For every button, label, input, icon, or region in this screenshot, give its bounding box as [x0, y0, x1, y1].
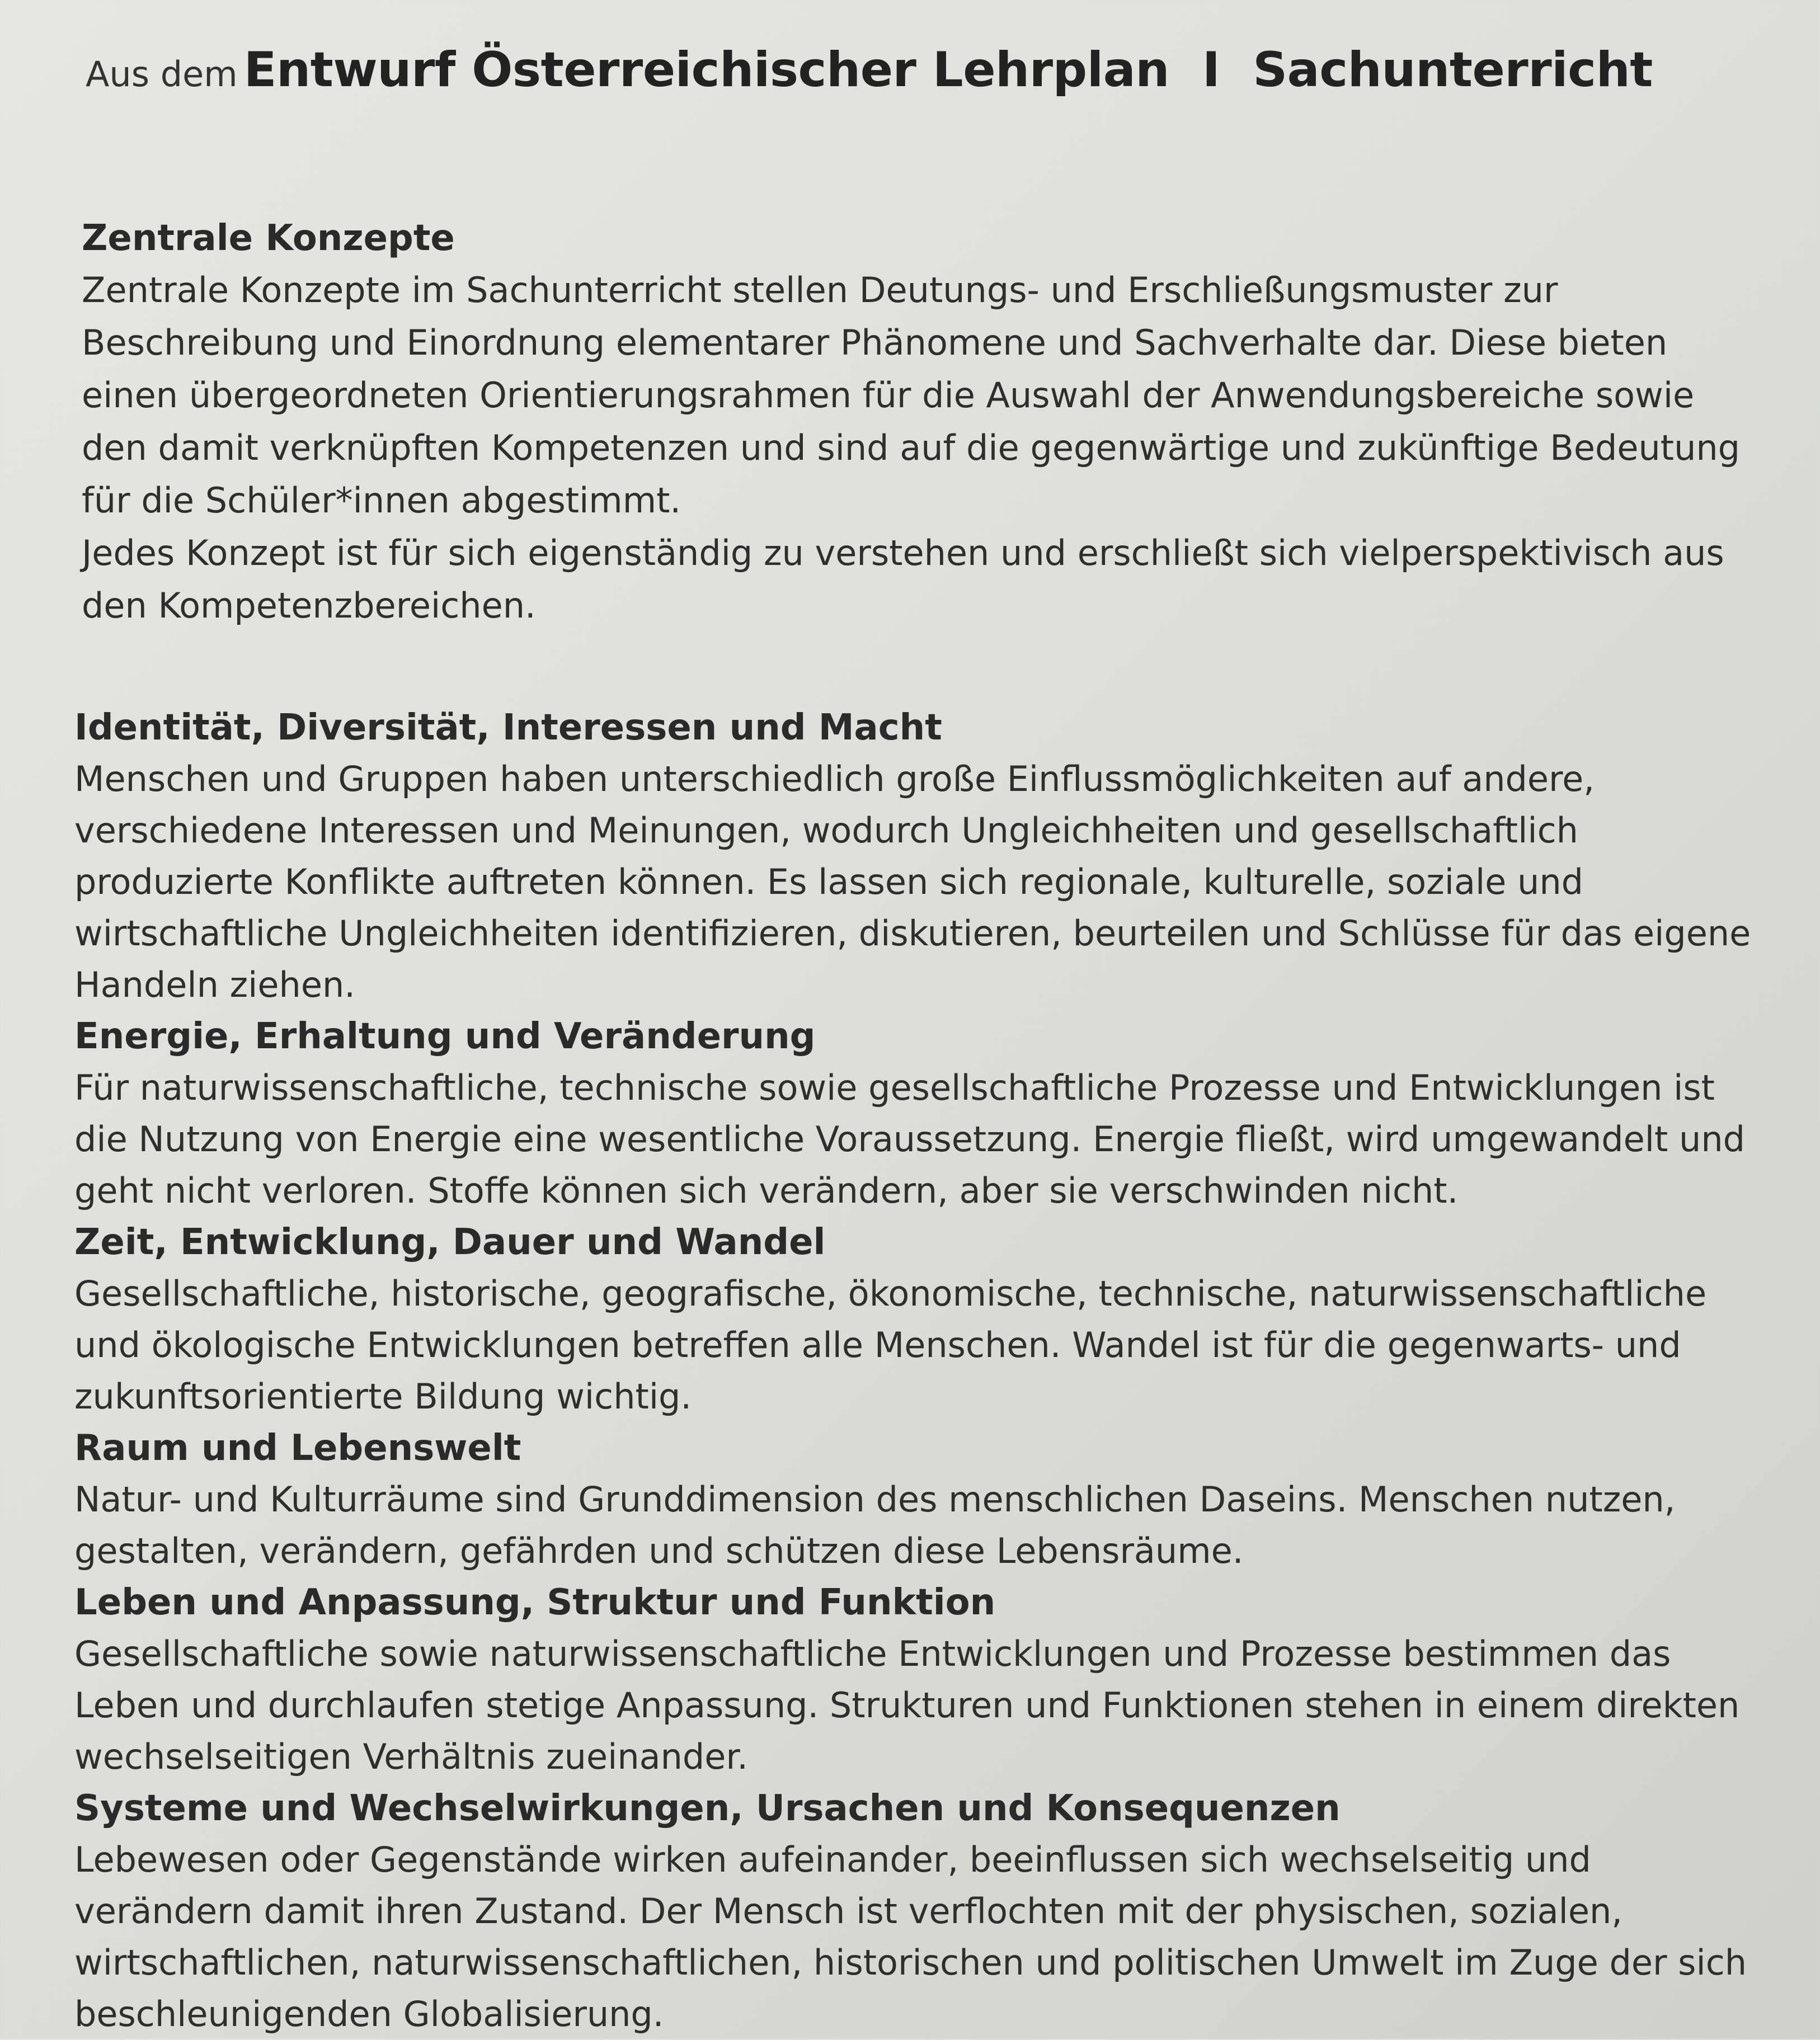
concept-raum	[74, 1422, 1761, 1577]
section-zentrale-konzepte	[82, 213, 1761, 632]
concept-leben	[74, 1577, 1761, 1783]
concept-text: Lebewesen oder Gegenstände wirken aufeinander, beeinflussen sich wechselseitig und verändern damit ihren Zustand. Der Mensch ist verflochten mit der physischen, sozialen, wirtschaftlichen, naturwissenschaftlichen, historischen und politischen Umwelt im Zuge der sich beschleunigenden Globalisierung.	[74, 1839, 1747, 2034]
document-page	[72, 34, 1761, 2040]
concept-text: Gesellschaftliche sowie naturwissenschaftliche Entwicklungen und Prozesse bestimmen das Leben und durchlaufen stetige Anpassung. Strukturen und Funktionen stehen in einem direkten wechselseitigen Verhältnis zueinander.	[74, 1633, 1740, 1777]
concept-identitaet	[74, 702, 1761, 1011]
section-heading: Zentrale Konzepte	[82, 218, 455, 259]
concept-text: Natur- und Kulturräume sind Grunddimension des menschlichen Daseins. Menschen nutzen, gestalten, verändern, gefährden und schützen diese Lebensräume.	[74, 1479, 1676, 1571]
concept-text: Gesellschaftliche, historische, geografische, ökonomische, technische, naturwissenschaftliche und ökologische Entwicklungen betreffen alle Menschen. Wandel ist für die gegenwarts- und zukunftsorientierte Bildung wichtig.	[74, 1273, 1707, 1417]
concepts-list	[74, 702, 1761, 2040]
concept-heading: Raum und Lebenswelt	[74, 1427, 521, 1469]
title-main: Entwurf Österreichischer Lehrplan I Sachunterricht	[243, 42, 1653, 98]
concept-heading: Zeit, Entwicklung, Dauer und Wandel	[74, 1222, 826, 1263]
section-text	[82, 264, 1761, 632]
title-prefix: Aus dem	[86, 54, 238, 95]
concept-text: Menschen und Gruppen haben unterschiedlich große Einflussmöglichkeiten auf andere, verschiedene Interessen und Meinungen, wodurch Ungleichheiten und gesellschaftlich produzierte Konflikte auftreten können. Es lassen sich regionale, kulturelle, soziale und wirtschaftliche Ungleichheiten identifizieren, diskutieren, beurteilen und Schlüsse für das eigene Handeln ziehen.	[74, 758, 1751, 1005]
concept-systeme	[74, 1783, 1761, 2040]
concept-zeit	[74, 1217, 1761, 1422]
concept-heading: Energie, Erhaltung und Veränderung	[74, 1016, 816, 1057]
concept-heading: Identität, Diversität, Interessen und Macht	[74, 707, 942, 748]
intro-paragraph-1: Zentrale Konzepte im Sachunterricht stellen Deutungs- und Erschließungsmuster zur Beschreibung und Einordnung elementarer Phänomene und Sachverhalte dar. Diese bieten einen übergeordneten Orientierungsrahmen für die Auswahl der Anwendungsbereiche sowie den damit verknüpften Kompetenzen und sind auf die gegenwärtige und zukünftige Bedeutung für die Schüler*innen abgestimmt.	[82, 270, 1741, 521]
intro-paragraph-2: Jedes Konzept ist für sich eigenständig zu verstehen und erschließt sich vielperspektivisch aus den Kompetenzbereichen.	[82, 533, 1724, 626]
concept-heading: Systeme und Wechselwirkungen, Ursachen und Konsequenzen	[74, 1788, 1341, 1829]
concept-text: Für naturwissenschaftliche, technische sowie gesellschaftliche Prozesse und Entwicklungen ist die Nutzung von Energie eine wesentliche Voraussetzung. Energie fließt, wird umgewandelt und geht nicht verloren. Stoffe können sich verändern, aber sie verschwinden nicht.	[74, 1067, 1745, 1211]
concept-heading: Leben und Anpassung, Struktur und Funktion	[74, 1582, 996, 1623]
concept-energie	[74, 1011, 1761, 1217]
document-title	[86, 34, 1761, 116]
